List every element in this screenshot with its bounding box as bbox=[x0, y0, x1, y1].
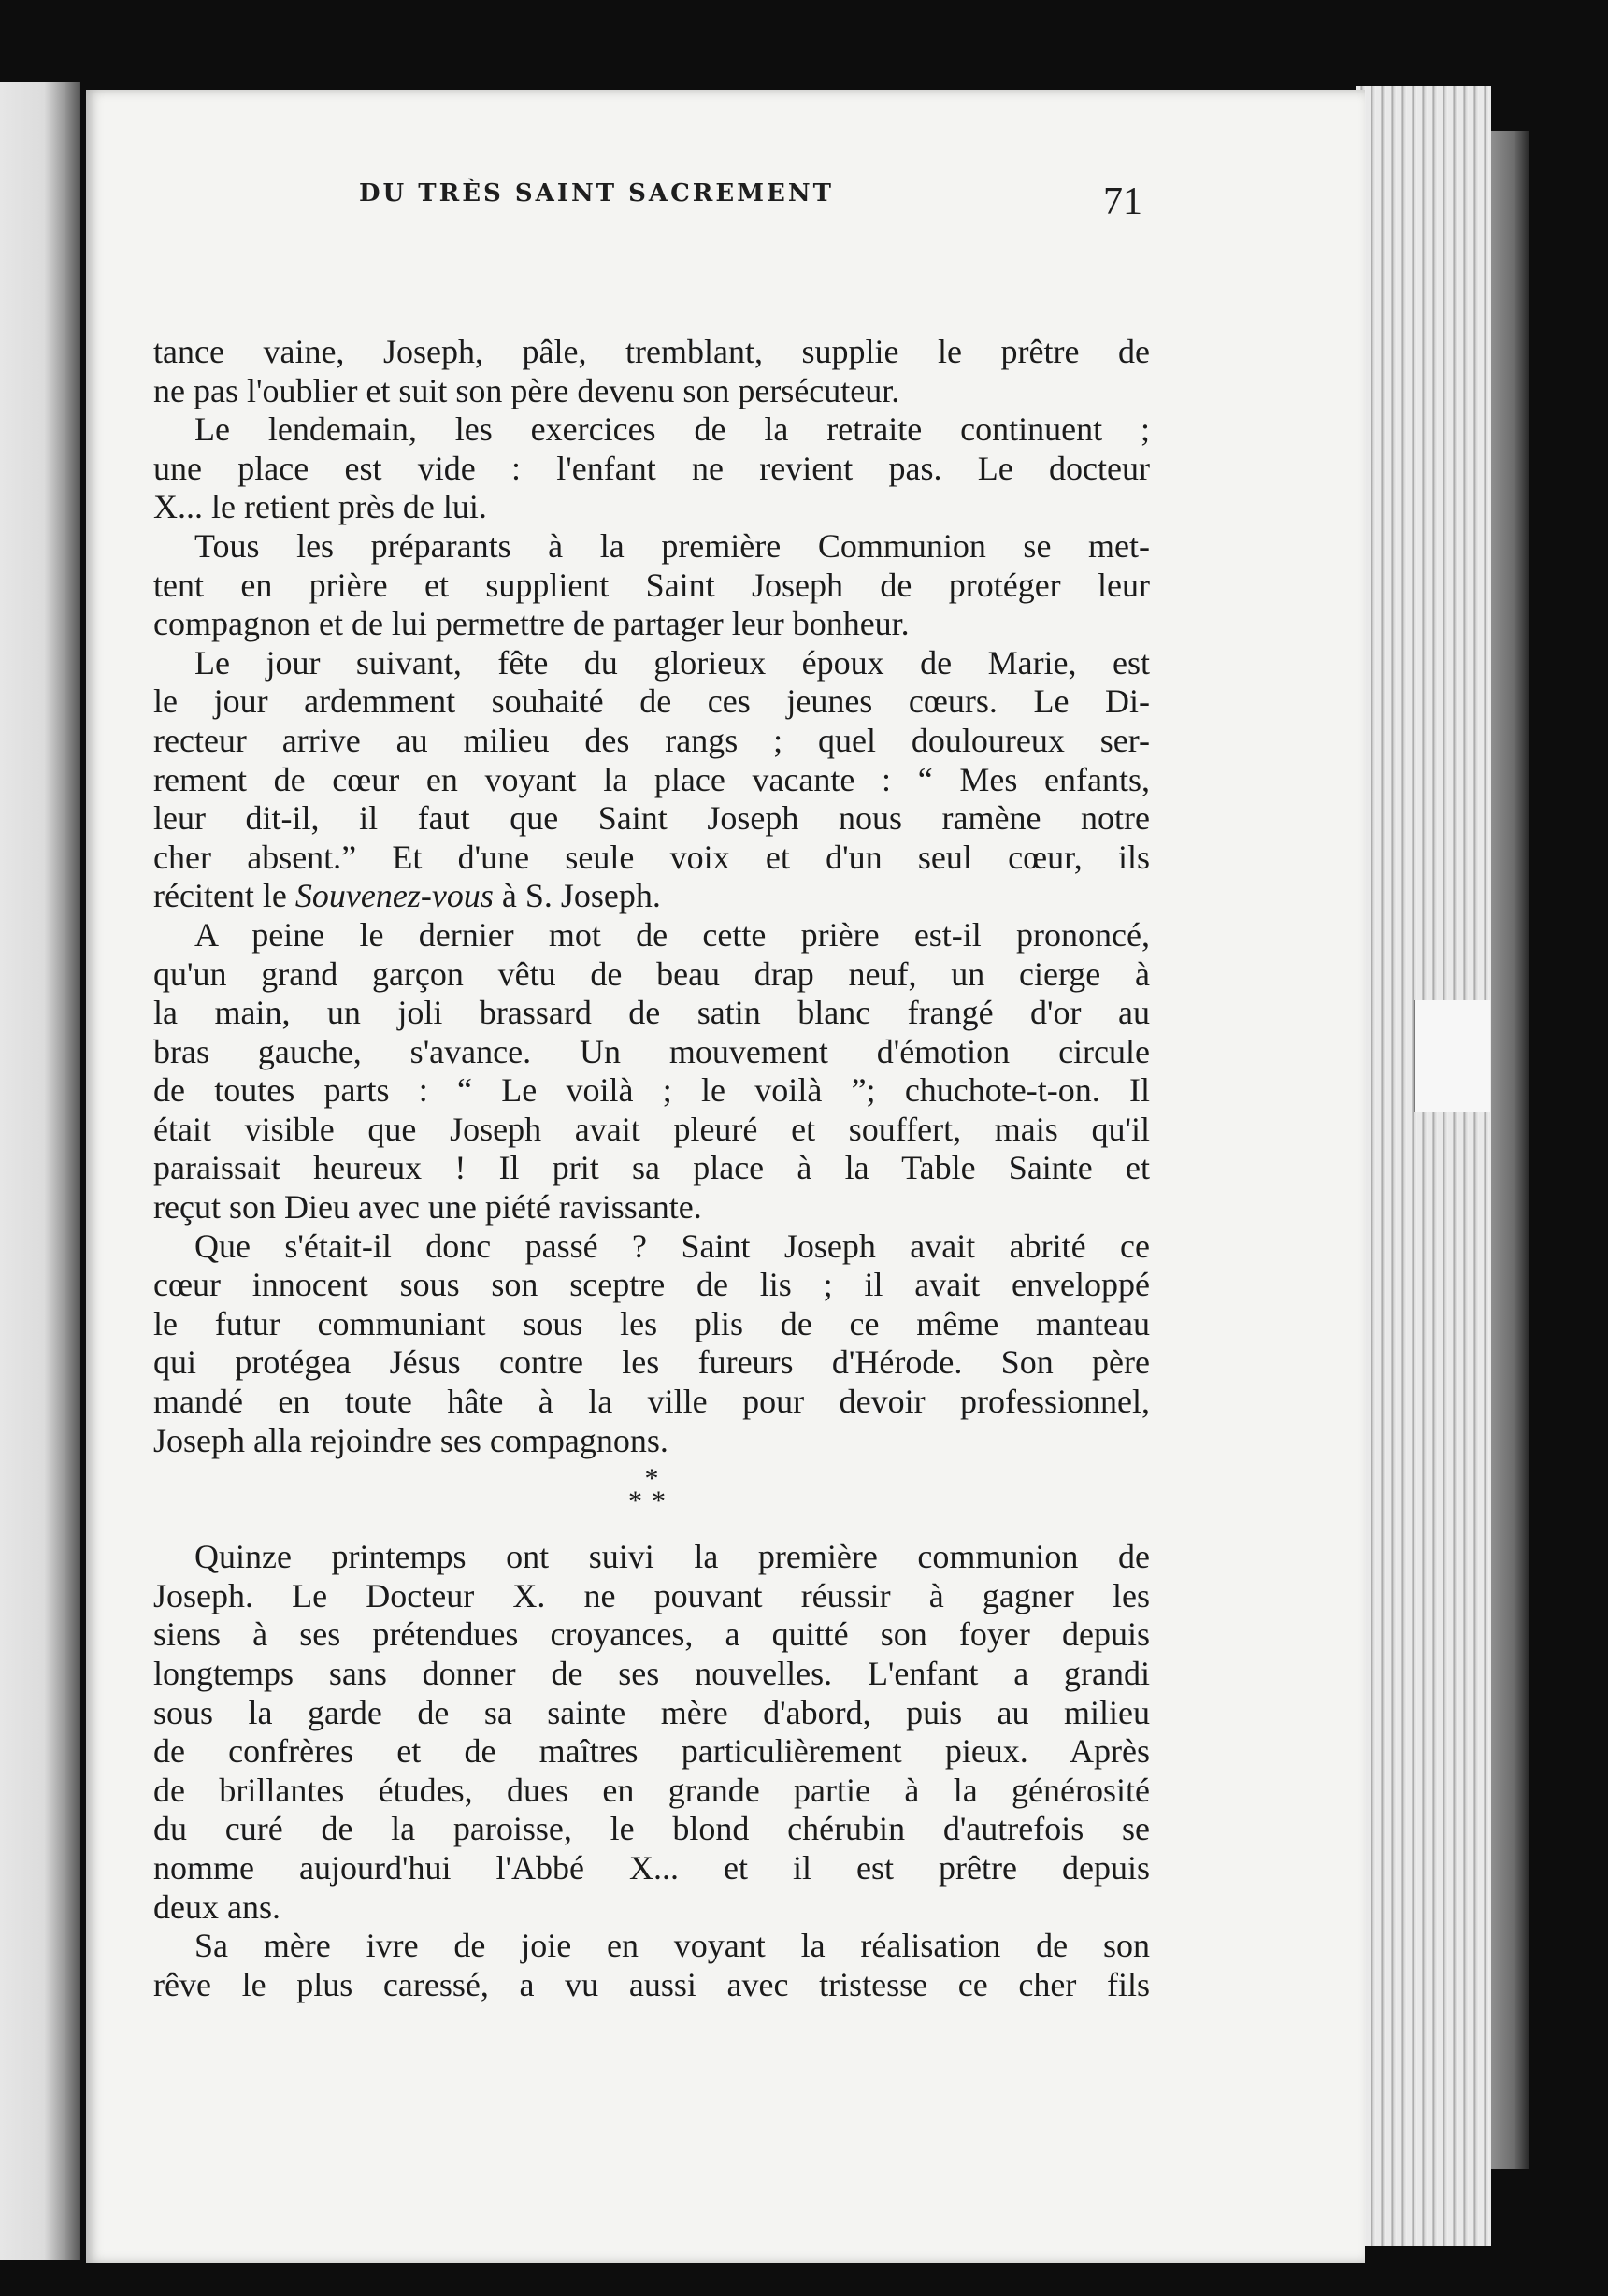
text-line: la main, un joli brassard de satin blanc frangé d'or au bbox=[153, 994, 1150, 1032]
text-line: Que s'était-il donc passé ? Saint Joseph avait abrité ce bbox=[194, 1227, 1150, 1265]
text-line: le futur communiant sous les plis de ce même manteau bbox=[153, 1304, 1150, 1342]
text-line: du curé de la paroisse, le blond chérubin d'autrefois se bbox=[153, 1810, 1150, 1848]
text-line: Sa mère ivre de joie en voyant la réalisation de son bbox=[194, 1927, 1150, 1965]
body-text bbox=[153, 333, 1150, 2004]
text-fragment: à S. Joseph. bbox=[493, 877, 661, 915]
previous-page-edge bbox=[0, 82, 80, 2260]
text-line: rement de cœur en voyant la place vacante : “ Mes enfants, bbox=[153, 760, 1150, 798]
text-line: une place est vide : l'enfant ne revient pas. Le docteur bbox=[153, 449, 1150, 487]
text-line: Quinze printemps ont suivi la première communion de bbox=[194, 1538, 1150, 1576]
text-line: leur dit-il, il faut que Saint Joseph nous ramène notre bbox=[153, 799, 1150, 838]
text-line: était visible que Joseph avait pleuré et souffert, mais qu'il bbox=[153, 1110, 1150, 1148]
text-line: recteur arrive au milieu des rangs ; quel douloureux ser- bbox=[153, 721, 1150, 759]
asterism-top: * bbox=[644, 1463, 659, 1495]
text-line: sous la garde de sa sainte mère d'abord, puis au milieu bbox=[153, 1693, 1150, 1731]
text-line: de confrères et de maîtres particulièrement pieux. Après bbox=[153, 1732, 1150, 1771]
book-cover-edge bbox=[1491, 131, 1529, 2169]
text-line: le jour ardemment souhaité de ces jeunes cœurs. Le Di- bbox=[153, 682, 1150, 721]
running-head: DU TRÈS SAINT SACREMENT bbox=[359, 179, 834, 208]
text-line: deux ans. bbox=[153, 1887, 280, 1926]
section-asterism bbox=[153, 1460, 1150, 1538]
text-line: tent en prière et supplient Saint Joseph de protéger leur bbox=[153, 566, 1150, 604]
text-line: tance vaine, Joseph, pâle, tremblant, supplie le prêtre de bbox=[153, 333, 1150, 370]
text-line: reçut son Dieu avec une piété ravissante. bbox=[153, 1188, 702, 1227]
text-line: nomme aujourd'hui l'Abbé X... et il est prêtre depuis bbox=[153, 1848, 1150, 1887]
text-line: Tous les préparants à la première Communion se met- bbox=[194, 526, 1150, 565]
text-line: qui protégea Jésus contre les fureurs d'Hérode. Son père bbox=[153, 1343, 1150, 1382]
page-number: 71 bbox=[1103, 180, 1142, 223]
text-fragment: récitent le bbox=[153, 877, 295, 915]
asterism-bottom: ** bbox=[628, 1485, 675, 1517]
text-line: X... le retient près de lui. bbox=[153, 488, 487, 526]
text-line: ne pas l'oublier et suit son père devenu son persécuteur. bbox=[153, 371, 900, 409]
text-line: Le lendemain, les exercices de la retraite continuent ; bbox=[194, 410, 1150, 449]
text-line: paraissait heureux ! Il prit sa place à la Table Sainte et bbox=[153, 1149, 1150, 1187]
text-line: cœur innocent sous son sceptre de lis ; il avait enveloppé bbox=[153, 1266, 1150, 1304]
text-line: mandé en toute hâte à la ville pour devoir professionnel, bbox=[153, 1383, 1150, 1421]
text-line: A peine le dernier mot de cette prière est-il prononcé, bbox=[194, 915, 1150, 954]
text-line: de toutes parts : “ Le voilà ; le voilà ”; chuchote-t-on. Il bbox=[153, 1071, 1150, 1110]
text-line: siens à ses prétendues croyances, a quitté son foyer depuis bbox=[153, 1615, 1150, 1654]
text-line bbox=[153, 877, 1150, 916]
text-line: compagnon et de lui permettre de partager leur bonheur. bbox=[153, 605, 910, 643]
text-line: longtemps sans donner de ses nouvelles. L'enfant a grandi bbox=[153, 1655, 1150, 1692]
text-line: Joseph. Le Docteur X. ne pouvant réussir à gagner les bbox=[153, 1576, 1150, 1614]
stacked-page-edges bbox=[1356, 86, 1491, 2246]
text-line: cher absent.” Et d'une seule voix et d'un seul cœur, ils bbox=[153, 838, 1150, 876]
text-line: bras gauche, s'avance. Un mouvement d'émotion circule bbox=[153, 1032, 1150, 1070]
text-line: de brillantes études, dues en grande partie à la générosité bbox=[153, 1771, 1150, 1809]
text-line: rêve le plus caressé, a vu aussi avec tristesse ce cher fils bbox=[153, 1965, 1150, 2003]
text-line: qu'un grand garçon vêtu de beau drap neuf, un cierge à bbox=[153, 954, 1150, 993]
page-tab bbox=[1414, 1000, 1490, 1112]
italic-title: Souvenez-vous bbox=[294, 877, 494, 915]
text-line: Joseph alla rejoindre ses compagnons. bbox=[153, 1421, 668, 1459]
text-line: Le jour suivant, fête du glorieux époux de Marie, est bbox=[194, 643, 1150, 682]
